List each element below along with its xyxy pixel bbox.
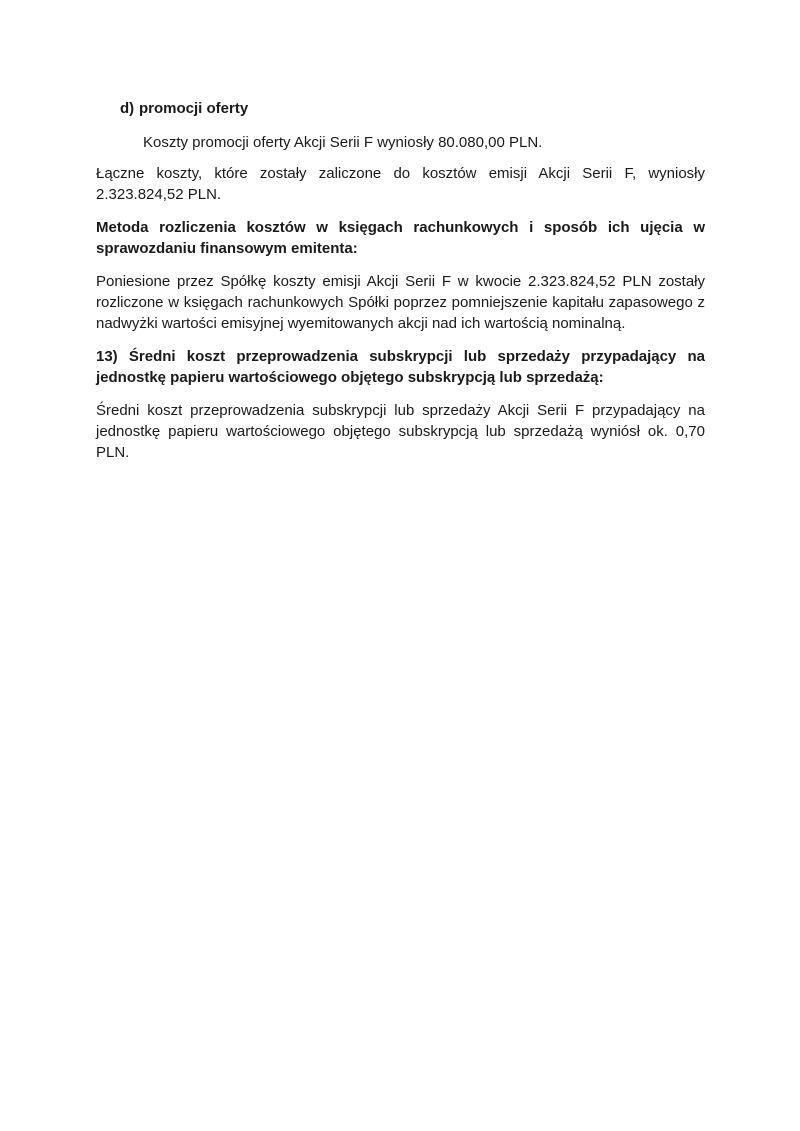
paragraph-accounting-method: Poniesione przez Spółkę koszty emisji Akcji Serii F w kwocie 2.323.824,52 PLN zostały rozliczone w księgach rachunkowych Spółki poprzez pomniejszenie kapitału zapasowego z nadwyżki wartości emisyjnej wyemitowanych akcji nad ich wartością nominalną. xyxy=(96,273,705,332)
paragraph-average-cost: Średni koszt przeprowadzenia subskrypcji lub sprzedaży Akcji Serii F przypadający na jednostkę papieru wartościowego objętego subskrypcją lub sprzedażą wyniósł ok. 0,70 PLN. xyxy=(96,402,705,461)
heading-item-13-average-cost: 13) Średni koszt przeprowadzenia subskrypcji lub sprzedaży przypadający na jednostkę papieru wartościowego objętego subskrypcją lub sprzedażą: xyxy=(96,348,705,386)
heading-accounting-method: Metoda rozliczenia kosztów w księgach rachunkowych i sposób ich ujęcia w sprawozdaniu finansowym emitenta: xyxy=(96,219,705,257)
list-item-marker: d) xyxy=(120,100,135,117)
paragraph-promo-costs: Koszty promocji oferty Akcji Serii F wyniosły 80.080,00 PLN. xyxy=(143,134,543,151)
document-body xyxy=(96,98,705,463)
list-item-d-promocji-oferty xyxy=(96,98,705,119)
list-item-label: promocji oferty xyxy=(139,100,249,117)
paragraph-total-costs: Łączne koszty, które zostały zaliczone do kosztów emisji Akcji Serii F, wyniosły 2.323.824,52 PLN. xyxy=(96,165,705,203)
